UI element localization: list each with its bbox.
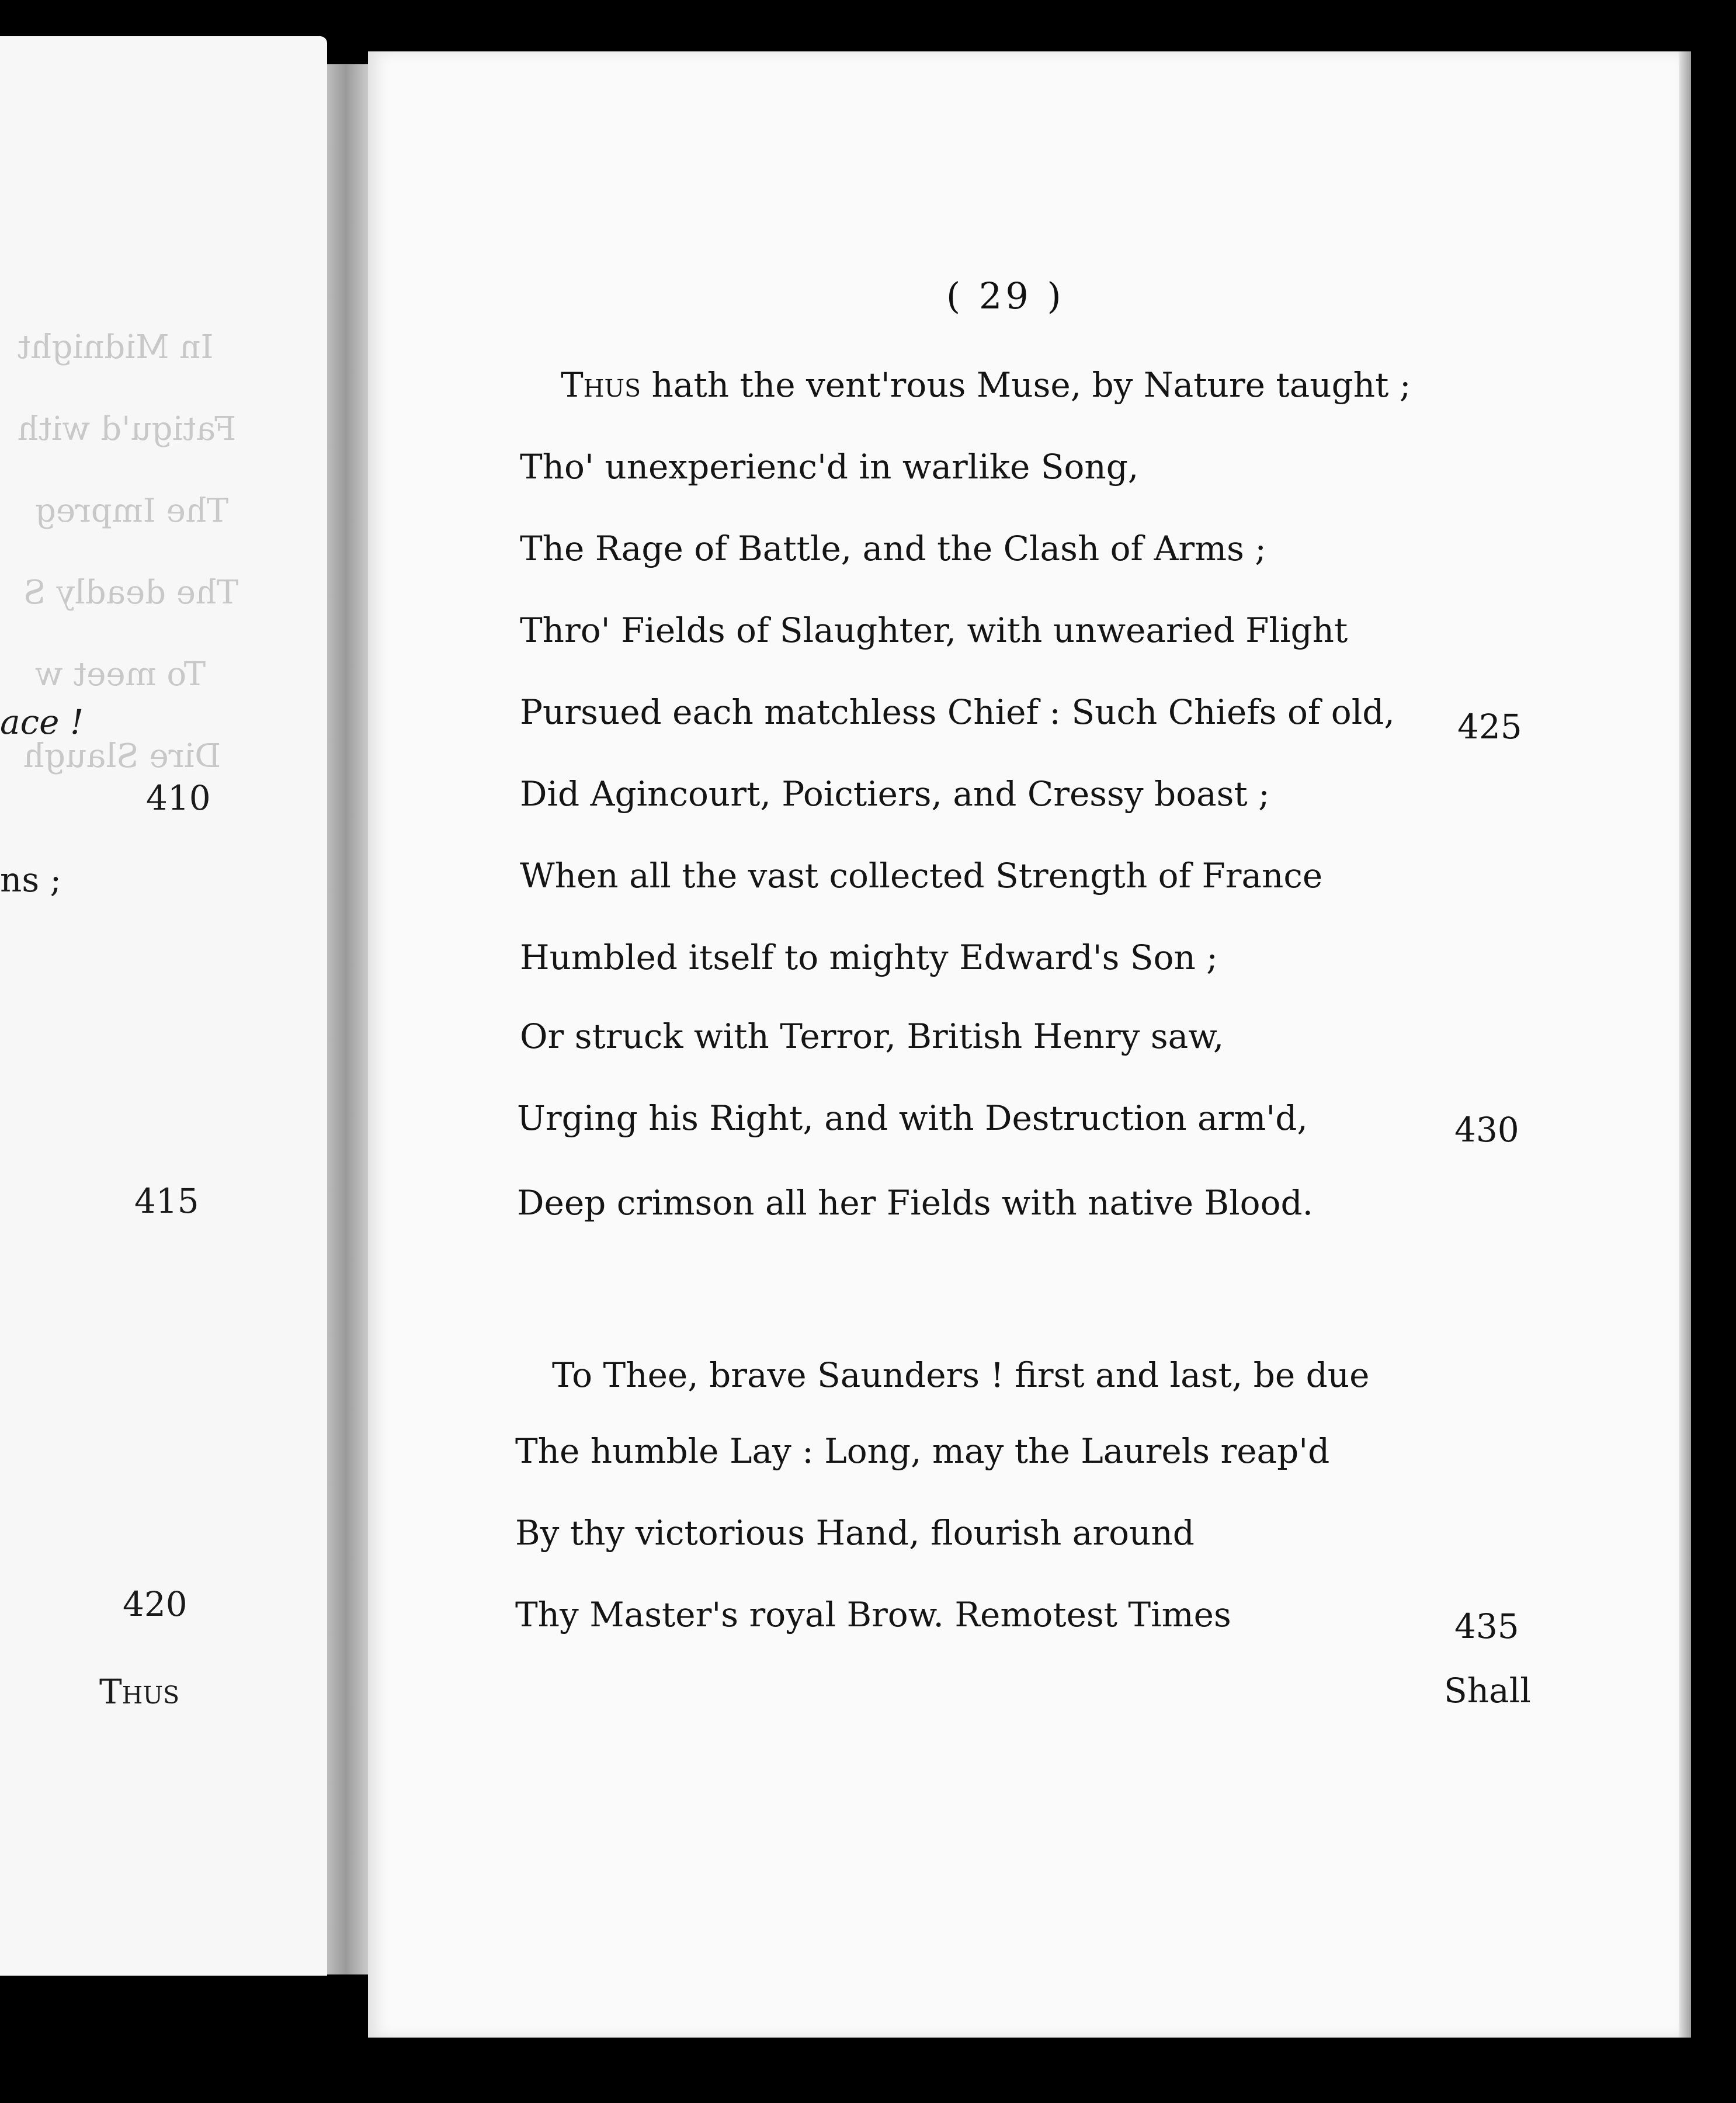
- page-edge: [1679, 51, 1691, 2038]
- verse-line: Humbled itself to mighty Edward's Son ;: [520, 938, 1218, 977]
- verse-line: When all the vast collected Strength of France: [520, 856, 1323, 896]
- show-through-line: Dire Slaugh: [23, 737, 221, 775]
- book-gutter: [327, 64, 374, 1974]
- verse-line: Deep crimson all her Fields with native Blood.: [517, 1183, 1314, 1223]
- page-number: ( 29 ): [946, 275, 1065, 317]
- line-number: 430: [1454, 1110, 1519, 1150]
- verse-line: The humble Lay : Long, may the Laurels reap'd: [515, 1431, 1330, 1471]
- verse-line: By thy victorious Hand, flourish around: [515, 1513, 1195, 1553]
- left-page: [0, 36, 327, 1976]
- show-through-line: Fatigu'd with: [18, 410, 237, 448]
- verse-line: Pursued each matchless Chief : Such Chiefs of old,: [520, 692, 1395, 732]
- line-number: 425: [1457, 707, 1522, 747]
- verse-line: The Rage of Battle, and the Clash of Arms ;: [520, 529, 1266, 568]
- left-line-number: 415: [134, 1181, 199, 1221]
- left-line-number: 410: [146, 778, 211, 818]
- catchword: Shall: [1444, 1671, 1531, 1710]
- verse-line: Thro' Fields of Slaughter, with unwearied Flight: [520, 610, 1348, 650]
- left-catchword: Thus: [99, 1672, 180, 1712]
- verse-line: Thy Master's royal Brow. Remotest Times: [515, 1595, 1231, 1634]
- show-through-line: The Impreg: [35, 492, 229, 530]
- show-through-line: In Midnight: [18, 328, 214, 366]
- left-text-fragment: ns ;: [0, 860, 62, 900]
- verse-line: Did Agincourt, Poictiers, and Cressy boast ;: [520, 774, 1270, 814]
- show-through-line: To meet w: [35, 655, 206, 693]
- left-line-number: 420: [123, 1584, 188, 1624]
- verse-line: To Thee, brave Saunders ! first and last, be due: [552, 1355, 1370, 1395]
- verse-line: Or struck with Terror, British Henry saw,: [520, 1016, 1224, 1056]
- line-number: 435: [1454, 1606, 1519, 1646]
- verse-line: [561, 365, 1411, 405]
- verse-line: Tho' unexperienc'd in warlike Song,: [520, 447, 1139, 487]
- left-text-fragment: ace !: [0, 702, 84, 742]
- verse-line: Urging his Right, and with Destruction arm'd,: [517, 1098, 1308, 1138]
- verse-lead-word: Thus: [561, 365, 641, 405]
- verse-line-text: hath the vent'rous Muse, by Nature taught ;: [641, 365, 1411, 405]
- show-through-line: The deadly S: [23, 574, 239, 612]
